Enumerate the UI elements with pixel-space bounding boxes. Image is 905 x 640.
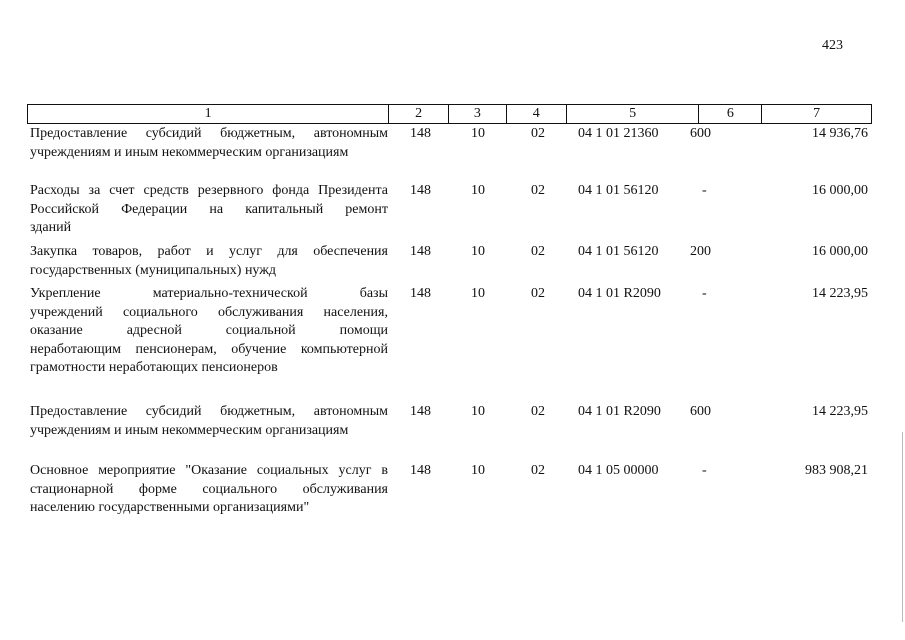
description-line: зданий bbox=[30, 220, 72, 235]
cell-7: 14 936,76 bbox=[812, 126, 868, 141]
cell-4: 02 bbox=[531, 183, 545, 198]
cell-5: 04 1 05 00000 bbox=[578, 463, 659, 478]
cell-3: 10 bbox=[471, 183, 485, 198]
header-cell-6: 6 bbox=[699, 105, 762, 123]
cell-4: 02 bbox=[531, 404, 545, 419]
header-cell-1: 1 bbox=[28, 105, 389, 123]
header-cell-7: 7 bbox=[813, 106, 821, 121]
cell-2: 148 bbox=[410, 286, 431, 301]
cell-2: 148 bbox=[410, 463, 431, 478]
description-line: Предоставление субсидий бюджетным, автономным bbox=[30, 404, 388, 419]
description-line: Основное мероприятие "Оказание социальных услуг в bbox=[30, 463, 388, 478]
cell-7: 16 000,00 bbox=[812, 183, 868, 198]
description-line: стационарной форме социального обслуживания bbox=[30, 481, 388, 497]
cell-5: 04 1 01 R2090 bbox=[578, 286, 661, 301]
header-cell-4: 4 bbox=[507, 105, 567, 123]
cell-2: 148 bbox=[410, 404, 431, 419]
cell-6: 600 bbox=[690, 404, 711, 419]
row-description bbox=[30, 125, 388, 162]
cell-7: 983 908,21 bbox=[805, 463, 868, 478]
row-description bbox=[30, 285, 388, 378]
description-line: оказание адресной социальной помощи bbox=[30, 323, 388, 338]
cell-5: 04 1 01 56120 bbox=[578, 244, 659, 259]
description-line: Предоставление субсидий бюджетным, автономным bbox=[30, 126, 388, 141]
scan-edge-line bbox=[902, 432, 903, 622]
description-line: населению государственными организациями" bbox=[30, 500, 310, 515]
description-line: государственных (муниципальных) нужд bbox=[30, 262, 277, 278]
row-description bbox=[30, 182, 388, 238]
cell-5: 04 1 01 21360 bbox=[578, 126, 659, 141]
cell-3: 10 bbox=[471, 244, 485, 259]
cell-5: 04 1 01 56120 bbox=[578, 183, 659, 198]
description-line: Укрепление материально-технической базы bbox=[30, 286, 388, 301]
cell-3: 10 bbox=[471, 286, 485, 301]
description-line: Закупка товаров, работ и услуг для обеспечения bbox=[30, 244, 388, 259]
header-cell-5: 5 bbox=[567, 105, 700, 123]
description-line: Российской Федерации на капитальный ремонт bbox=[30, 201, 388, 217]
cell-6: - bbox=[702, 286, 707, 301]
description-line: грамотности неработающих пенсионеров bbox=[30, 360, 278, 375]
header-cell-3: 3 bbox=[449, 105, 507, 123]
header-cell-2: 2 bbox=[389, 105, 449, 123]
cell-2: 148 bbox=[410, 126, 431, 141]
description-line: Расходы за счет средств резервного фонда Президента bbox=[30, 183, 388, 198]
row-description bbox=[30, 403, 388, 440]
cell-7: 14 223,95 bbox=[812, 404, 868, 419]
cell-2: 148 bbox=[410, 244, 431, 259]
cell-3: 10 bbox=[471, 463, 485, 478]
description-line: неработающим пенсионерам, обучение компьютерной bbox=[30, 341, 388, 357]
cell-7: 16 000,00 bbox=[812, 244, 868, 259]
cell-5: 04 1 01 R2090 bbox=[578, 404, 661, 419]
cell-4: 02 bbox=[531, 286, 545, 301]
cell-6: 600 bbox=[690, 126, 711, 141]
cell-3: 10 bbox=[471, 404, 485, 419]
cell-4: 02 bbox=[531, 463, 545, 478]
cell-6: - bbox=[702, 183, 707, 198]
cell-7: 14 223,95 bbox=[812, 286, 868, 301]
cell-4: 02 bbox=[531, 244, 545, 259]
description-line: учреждениям и иным некоммерческим организациям bbox=[30, 422, 349, 438]
row-description bbox=[30, 462, 388, 518]
description-line: учреждений социального обслуживания населения, bbox=[30, 304, 388, 320]
row-description bbox=[30, 243, 388, 280]
cell-2: 148 bbox=[410, 183, 431, 198]
cell-4: 02 bbox=[531, 126, 545, 141]
cell-6: 200 bbox=[690, 244, 711, 259]
description-line: учреждениям и иным некоммерческим организациям bbox=[30, 144, 349, 160]
cell-6: - bbox=[702, 463, 707, 478]
page-number: 423 bbox=[822, 38, 843, 53]
cell-3: 10 bbox=[471, 126, 485, 141]
table-header bbox=[27, 104, 872, 124]
